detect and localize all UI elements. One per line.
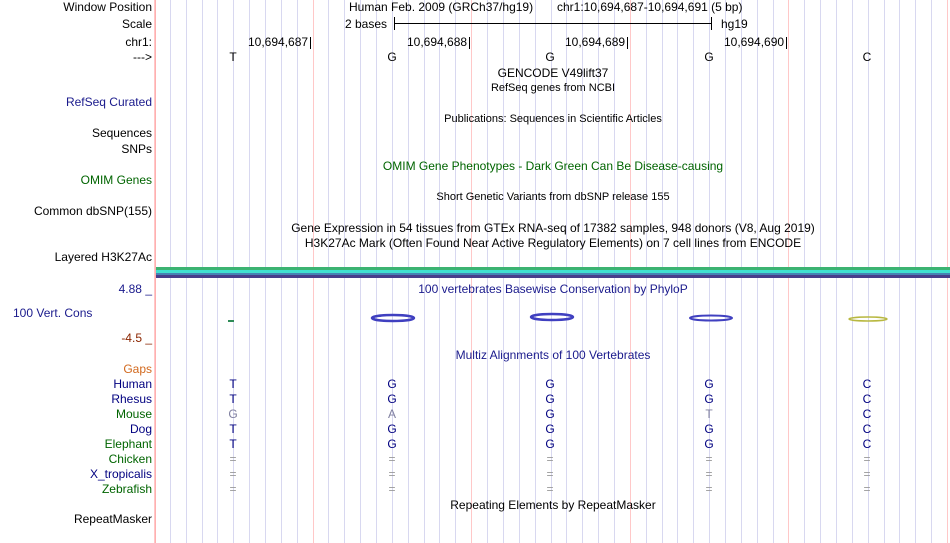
- species-base: G: [545, 437, 555, 451]
- scale-text: 2 bases: [345, 17, 388, 31]
- cons-max-label: 4.88 _: [118, 282, 152, 296]
- h3k27ac-signal-bar[interactable]: [156, 267, 950, 280]
- species-base: G: [545, 392, 555, 406]
- species-base: T: [229, 437, 237, 451]
- species-label[interactable]: Rhesus: [111, 392, 152, 406]
- base-letter: G: [387, 50, 397, 64]
- base-letter: C: [862, 50, 872, 64]
- cons-mark-c: [849, 317, 887, 321]
- species-base: =: [546, 452, 554, 466]
- gtex-track-title: Gene Expression in 54 tissues from GTEx RNA-seq of 17382 samples, 948 donors (V8, Aug 2019): [291, 221, 815, 235]
- cons-mark-g1: [372, 315, 414, 321]
- species-label[interactable]: Human: [113, 377, 152, 391]
- species-label[interactable]: Zebrafish: [101, 482, 152, 496]
- species-base: G: [545, 377, 555, 391]
- species-base: G: [545, 422, 555, 436]
- species-base: =: [705, 467, 713, 481]
- species-base: =: [388, 452, 396, 466]
- species-label[interactable]: X_tropicalis: [89, 467, 152, 481]
- strand-label[interactable]: --->: [133, 50, 152, 64]
- species-base: T: [229, 377, 237, 391]
- coord-tick-label: 10,694,688: [407, 35, 468, 49]
- species-base: C: [862, 377, 872, 391]
- species-base: T: [229, 392, 237, 406]
- species-base: T: [229, 422, 237, 436]
- species-label[interactable]: Elephant: [104, 437, 152, 451]
- species-base: =: [863, 452, 871, 466]
- dbsnp-track-label[interactable]: Common dbSNP(155): [33, 204, 152, 218]
- species-base: =: [705, 452, 713, 466]
- species-label[interactable]: Mouse: [115, 407, 152, 421]
- scale-label: Scale: [121, 17, 152, 31]
- species-base: =: [388, 467, 396, 481]
- cons-track-label[interactable]: 100 Vert. Cons: [13, 306, 93, 320]
- species-label[interactable]: Chicken: [108, 452, 152, 466]
- conservation-glyphs: [156, 310, 950, 328]
- species-label[interactable]: Dog: [129, 422, 152, 436]
- species-base: C: [862, 422, 872, 436]
- species-base: =: [229, 467, 237, 481]
- scale-db: hg19: [721, 17, 748, 31]
- cons-mark-g3: [690, 316, 732, 321]
- species-base: G: [228, 407, 238, 421]
- repeatmasker-track-title: Repeating Elements by RepeatMasker: [450, 498, 656, 512]
- refseq-track-title: RefSeq genes from NCBI: [490, 82, 616, 94]
- species-base: G: [387, 422, 397, 436]
- gaps-track-label[interactable]: Gaps: [123, 362, 152, 376]
- omim-track-label[interactable]: OMIM Genes: [80, 173, 152, 187]
- base-letter: G: [545, 50, 555, 64]
- scale-bar-right-tick: [711, 17, 712, 30]
- dbsnp-track-title: Short Genetic Variants from dbSNP release 155: [436, 191, 670, 203]
- species-base: G: [704, 377, 714, 391]
- species-base: G: [704, 437, 714, 451]
- gencode-track-title: GENCODE V49lift37: [497, 66, 609, 80]
- h3k27ac-track-title: H3K27Ac Mark (Often Found Near Active Regulatory Elements) on 7 cell lines from ENCODE: [304, 236, 802, 250]
- cons-mark-g2: [531, 314, 573, 320]
- assembly-name[interactable]: Human Feb. 2009 (GRCh37/hg19): [349, 0, 534, 14]
- species-base: C: [862, 392, 872, 406]
- multiz-track-title: Multiz Alignments of 100 Vertebrates: [455, 348, 651, 362]
- species-base: G: [387, 392, 397, 406]
- cons-track-title: 100 vertebrates Basewise Conservation by PhyloP: [418, 282, 688, 296]
- species-base: =: [388, 482, 396, 496]
- base-letter: T: [229, 50, 237, 64]
- window-position[interactable]: chr1:10,694,687-10,694,691 (5 bp): [557, 0, 743, 14]
- window-position-label: Window Position: [63, 0, 152, 14]
- species-base: =: [546, 482, 554, 496]
- species-base: =: [546, 467, 554, 481]
- species-base: =: [229, 452, 237, 466]
- omim-track-title: OMIM Gene Phenotypes - Dark Green Can Be Disease-causing: [382, 159, 724, 173]
- species-base: =: [863, 482, 871, 496]
- species-base: =: [705, 482, 713, 496]
- refseq-track-label[interactable]: RefSeq Curated: [65, 95, 152, 109]
- sequences-track-label[interactable]: Sequences: [91, 126, 152, 140]
- species-base: G: [704, 422, 714, 436]
- base-letter: G: [704, 50, 714, 64]
- species-base: G: [545, 407, 555, 421]
- cons-min-label: -4.5 _: [121, 331, 152, 345]
- species-base: G: [387, 377, 397, 391]
- species-base: T: [705, 407, 713, 421]
- species-base: C: [862, 437, 872, 451]
- species-base: =: [863, 467, 871, 481]
- species-base: C: [862, 407, 872, 421]
- scale-bar: [394, 23, 712, 24]
- species-base: G: [704, 392, 714, 406]
- coord-tick-label: 10,694,690: [724, 35, 785, 49]
- species-base: =: [229, 482, 237, 496]
- repeatmasker-track-label[interactable]: RepeatMasker: [73, 512, 152, 526]
- species-base: A: [387, 407, 396, 421]
- chrom-label[interactable]: chr1:: [125, 35, 152, 49]
- coord-tick-label: 10,694,687: [248, 35, 309, 49]
- species-base: G: [387, 437, 397, 451]
- snps-track-label[interactable]: SNPs: [121, 142, 152, 156]
- coord-tick-label: 10,694,689: [565, 35, 626, 49]
- cons-mark-t: [228, 320, 234, 322]
- publications-track-title: Publications: Sequences in Scientific Articles: [444, 113, 662, 125]
- scale-bar-left-tick: [394, 17, 395, 30]
- h3k27ac-track-label[interactable]: Layered H3K27Ac: [54, 250, 152, 264]
